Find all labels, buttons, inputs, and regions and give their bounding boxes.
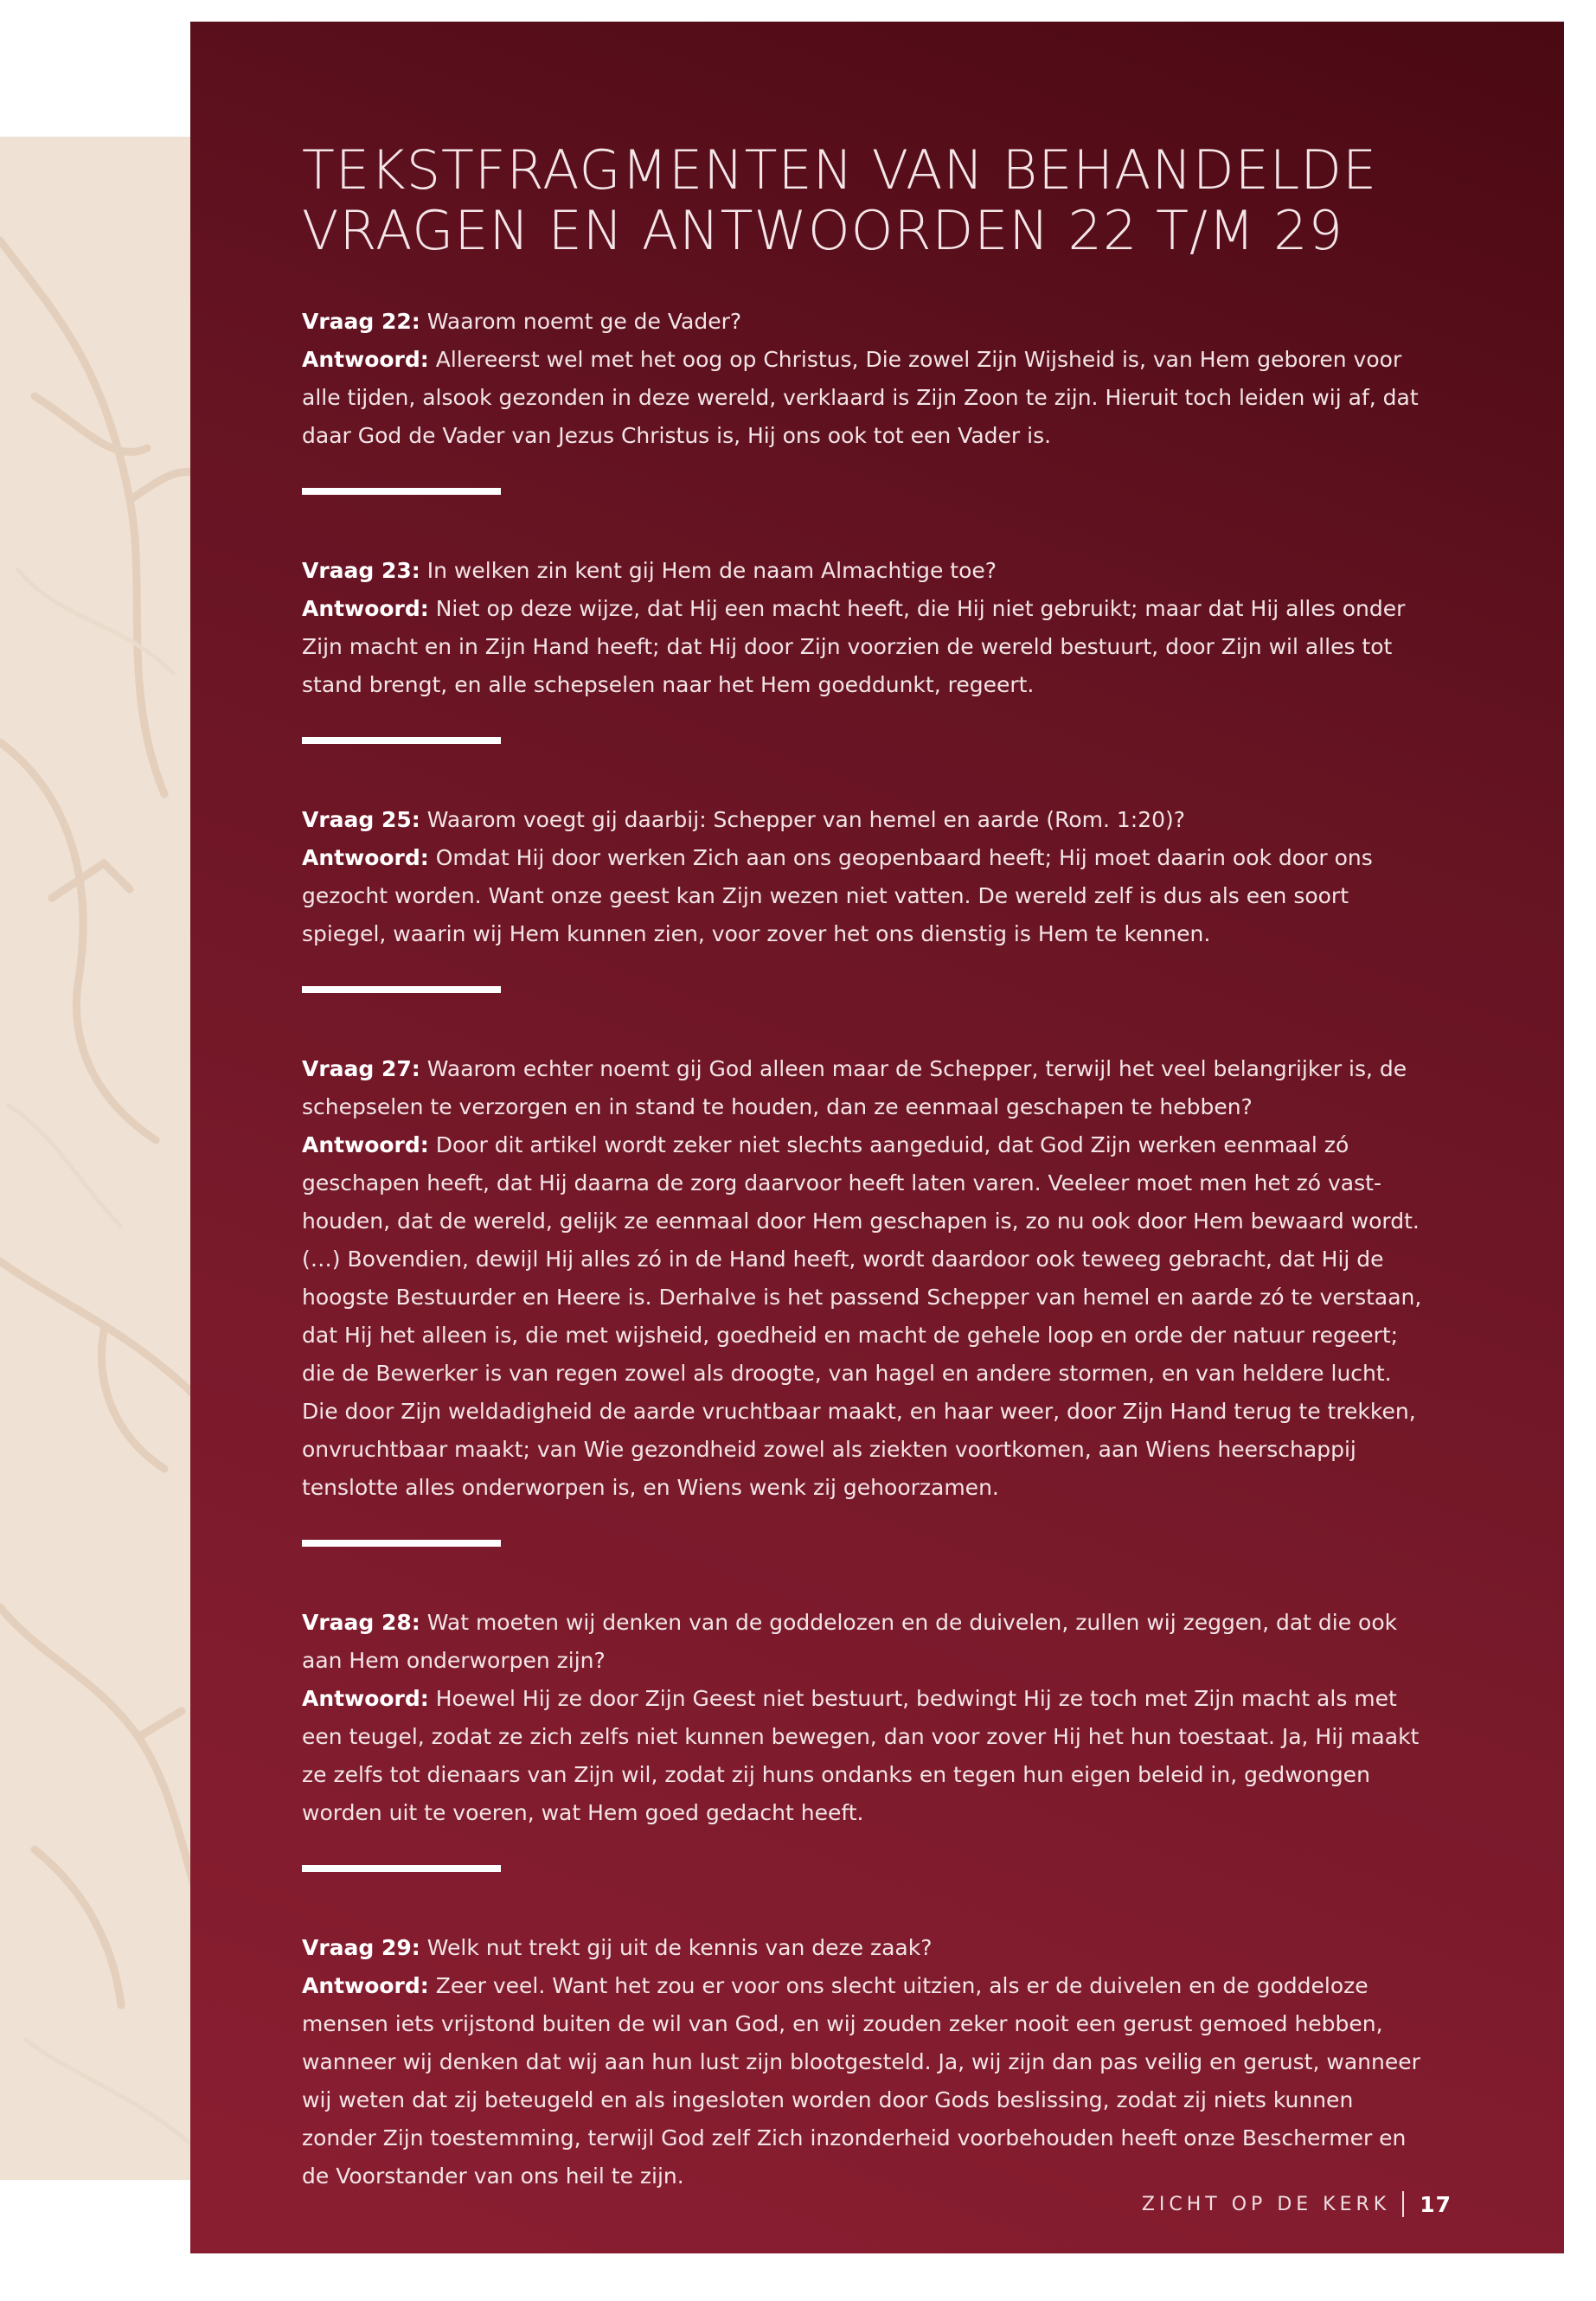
- answer-text: Omdat Hij door werken Zich aan ons geopenbaard heeft; Hij moet daarin ook door ons gezocht worden. Want onze geest kan Zijn wezen niet vatten. De wereld zelf is dus als een soort spiegel, waarin wij Hem kunnen zien, voor zover het ons dienstig is Hem te kennen.: [302, 845, 1373, 946]
- question-label: Vraag 25:: [302, 807, 420, 832]
- page-title: [302, 140, 1426, 261]
- answer-label: Antwoord:: [302, 1973, 429, 1998]
- qa-block-23: [302, 552, 1426, 704]
- question-text: Wat moeten wij denken van de goddelozen en de duivelen, zullen wij zeggen, dat die ook aan Hem onderworpen zijn?: [302, 1610, 1398, 1673]
- question-text: Welk nut trekt gij uit de kennis van deze zaak?: [420, 1935, 933, 1960]
- question-text: Waarom noemt ge de Vader?: [420, 309, 742, 334]
- question-label: Vraag 23:: [302, 558, 420, 583]
- answer: [302, 839, 1426, 953]
- title-line-2: VRAGEN EN ANTWOORDEN 22 T/M 29: [302, 199, 1343, 262]
- answer-text: Hoewel Hij ze door Zijn Geest niet bestuurt, bedwingt Hij ze toch met Zijn macht als met een teugel, zodat ze zich zelfs niet kunnen bewegen, dan voor zover Hij het hun toestaat. Ja, Hij maakt ze zelfs tot dienaars van Zijn wil, zodat zij huns ondanks en tegen hun eigen beleid in, gedwongen worden uit te voeren, wat Hem goed gedacht heeft.: [302, 1686, 1420, 1825]
- answer: [302, 1126, 1426, 1507]
- question: [302, 1050, 1426, 1126]
- answer: [302, 341, 1426, 455]
- question: [302, 1929, 1426, 1967]
- question-label: Vraag 28:: [302, 1610, 420, 1635]
- question-label: Vraag 27:: [302, 1056, 420, 1081]
- answer-label: Antwoord:: [302, 845, 429, 870]
- section-divider: [302, 1540, 501, 1547]
- section-divider: [302, 488, 501, 495]
- answer-label: Antwoord:: [302, 347, 429, 372]
- answer-text: Zeer veel. Want het zou er voor ons slecht uitzien, als er de duivelen en de goddeloze mensen iets vrijstond buiten de wil van God, en wij zouden zeker nooit een gerust gemoed hebben, wanneer wij denken dat wij aan hun lust zijn blootgesteld. Ja, wij zijn dan pas veilig en gerust, wanneer wij weten dat zij beteugeld en als ingesloten worden door Gods beslissing, zodat zij niets kunnen zonder Zijn toestemming, terwijl God zelf Zich inzonderheid voorbehouden heeft onze Beschermer en de Voorstander van ons heil te zijn.: [302, 1973, 1420, 2189]
- question-label: Vraag 29:: [302, 1935, 420, 1960]
- question-text: In welken zin kent gij Hem de naam Almachtige toe?: [420, 558, 997, 583]
- decorative-background-band: [0, 137, 199, 2180]
- page-footer: [1142, 2191, 1452, 2217]
- question: [302, 303, 1426, 341]
- footer-separator: [1402, 2191, 1404, 2217]
- publication-name: ZICHT OP DE KERK: [1141, 2193, 1391, 2215]
- question-text: Waarom voegt gij daarbij: Schepper van hemel en aarde (Rom. 1:20)?: [420, 807, 1186, 832]
- answer-label: Antwoord:: [302, 1686, 429, 1711]
- qa-block-22: [302, 303, 1426, 455]
- qa-block-25: [302, 801, 1426, 953]
- title-line-1: TEKSTFRAGMENTEN VAN BEHANDELDE: [302, 138, 1378, 202]
- page-number: 17: [1420, 2191, 1452, 2217]
- section-divider: [302, 986, 501, 993]
- answer-label: Antwoord:: [302, 1132, 429, 1157]
- question-label: Vraag 22:: [302, 309, 420, 334]
- article-panel: [190, 22, 1564, 2253]
- question: [302, 801, 1426, 839]
- qa-block-28: [302, 1604, 1426, 1832]
- qa-block-29: [302, 1929, 1426, 2195]
- answer-text: Allereerst wel met het oog op Christus, Die zowel Zijn Wijsheid is, van Hem geboren voor alle tijden, alsook gezonden in deze wereld, verklaard is Zijn Zoon te zijn. Hieruit toch leiden wij af, dat daar God de Vader van Jezus Christus is, Hij ons ook tot een Vader is.: [302, 347, 1419, 448]
- section-divider: [302, 1865, 501, 1872]
- answer-text: Niet op deze wijze, dat Hij een macht heeft, die Hij niet gebruikt; maar dat Hij alles onder Zijn macht en in Zijn Hand heeft; dat Hij door Zijn voorzien de wereld bestuurt, door Zijn wil alles tot stand brengt, en alle schepselen naar het Hem goeddunkt, regeert.: [302, 596, 1406, 697]
- qa-block-27: [302, 1050, 1426, 1507]
- article-content: [302, 140, 1426, 2195]
- answer: [302, 590, 1426, 704]
- thorn-branch-illustration: [0, 137, 199, 2180]
- answer: [302, 1680, 1426, 1832]
- question: [302, 1604, 1426, 1680]
- answer-label: Antwoord:: [302, 596, 429, 621]
- answer: [302, 1967, 1426, 2195]
- question-text: Waarom echter noemt gij God alleen maar de Schepper, terwijl het veel belangrijker is, de schepselen te verzorgen en in stand te houden, dan ze eenmaal geschapen te hebben?: [302, 1056, 1407, 1119]
- section-divider: [302, 737, 501, 744]
- answer-text: Door dit artikel wordt zeker niet slechts aangeduid, dat God Zijn werken eenmaal zó geschapen heeft, dat Hij daarna de zorg daarvoor heeft laten varen. Veeleer moet men het zó vasthouden, dat de wereld, gelijk ze eenmaal door Hem geschapen is, zo nu ook door Hem bewaard wordt. (…) Bovendien, dewijl Hij alles zó in de Hand heeft, wordt daardoor ook teweeg gebracht, dat Hij de hoogste Bestuurder en Heere is. Derhalve is het passend Schepper van hemel en aarde zó te verstaan, dat Hij het alleen is, die met wijsheid, goedheid en macht de gehele loop en orde der natuur regeert; die de Bewerker is van regen zowel als droogte, van hagel en andere stormen, en van heldere lucht. Die door Zijn weldadigheid de aarde vruchtbaar maakt, en haar weer, door Zijn Hand terug te trekken, onvruchtbaar maakt; van Wie gezondheid zowel als ziekten voortkomen, aan Wiens heerschappij tenslotte alles onderworpen is, en Wiens wenk zij gehoorzamen.: [302, 1132, 1422, 1500]
- question: [302, 552, 1426, 590]
